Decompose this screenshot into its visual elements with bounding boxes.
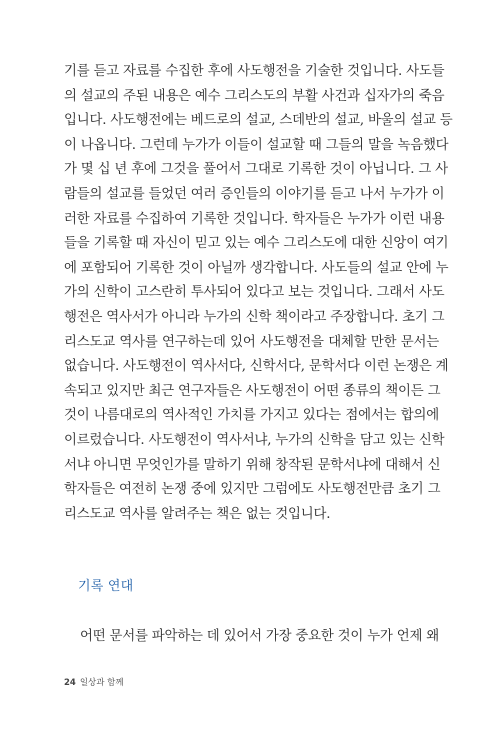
body-paragraph bbox=[64, 60, 453, 527]
paragraph-line: 학자들은 여전히 논쟁 중에 있지만 그럼에도 사도행전만큼 초기 그 bbox=[64, 482, 441, 498]
paragraph-line: 의 설교의 주된 내용은 예수 그리스도의 부활 사건과 십자가의 죽음 bbox=[64, 88, 445, 104]
paragraph-line: 람들의 설교를 들었던 여러 증인들의 이야기를 듣고 나서 누가가 이 bbox=[64, 186, 445, 202]
paragraph-line: 이르렀습니다. 사도행전이 역사서냐, 누가의 신학을 담고 있는 신학 bbox=[64, 432, 445, 448]
paragraph-line: 없습니다. 사도행전이 역사서다, 신학서다, 문학서다 이런 논쟁은 계 bbox=[64, 359, 449, 375]
paragraph-line: 속되고 있지만 최근 연구자들은 사도행전이 어떤 종류의 책이든 그 bbox=[64, 383, 441, 399]
section-heading: 기록 연대 bbox=[78, 579, 134, 594]
paragraph-line: 가 몇 십 년 후에 그것을 풀어서 그대로 기록한 것이 아닙니다. 그 사 bbox=[64, 162, 448, 178]
paragraph-after-heading bbox=[64, 625, 439, 650]
paragraph-line: 행전은 역사서가 아니라 누가의 신학 책이라고 주장합니다. 초기 그 bbox=[64, 309, 445, 325]
paragraph-line: 입니다. 사도행전에는 베드로의 설교, 스데반의 설교, 바울의 설교 등 bbox=[64, 113, 453, 129]
paragraph-line: 에 포함되어 기록한 것이 아닐까 생각합니다. 사도들의 설교 안에 누 bbox=[64, 260, 449, 276]
paragraph-line: 것이 나름대로의 역사적인 가치를 가지고 있다는 점에서는 합의에 bbox=[64, 408, 439, 424]
paragraph-line: 러한 자료를 수집하여 기록한 것입니다. 학자들은 누가가 이런 내용 bbox=[64, 211, 445, 227]
page-footer bbox=[64, 676, 124, 688]
page-number: 24 bbox=[64, 678, 76, 688]
paragraph-line: 어떤 문서를 파악하는 데 있어서 가장 중요한 것이 누가 언제 왜 bbox=[80, 629, 439, 644]
running-title: 일상과 함께 bbox=[79, 678, 124, 688]
paragraph-line: 리스도교 역사를 알려주는 책은 없는 것입니다. bbox=[64, 506, 331, 522]
paragraph-line: 서냐 아니면 무엇인가를 말하기 위해 창작된 문학서냐에 대해서 신 bbox=[64, 457, 441, 473]
paragraph-line: 기를 듣고 자료를 수집한 후에 사도행전을 기술한 것입니다. 사도들 bbox=[64, 64, 445, 79]
paragraph-line: 들을 기록할 때 자신이 믿고 있는 예수 그리스도에 대한 신앙이 여기 bbox=[64, 236, 449, 252]
paragraph-line: 이 나옵니다. 그런데 누가가 이들이 설교할 때 그들의 말을 녹음했다 bbox=[64, 137, 449, 153]
paragraph-line: 리스도교 역사를 연구하는데 있어 사도행전을 대체할 만한 문서는 bbox=[64, 334, 439, 350]
paragraph-line: 가의 신학이 고스란히 투사되어 있다고 보는 것입니다. 그래서 사도 bbox=[64, 285, 445, 301]
